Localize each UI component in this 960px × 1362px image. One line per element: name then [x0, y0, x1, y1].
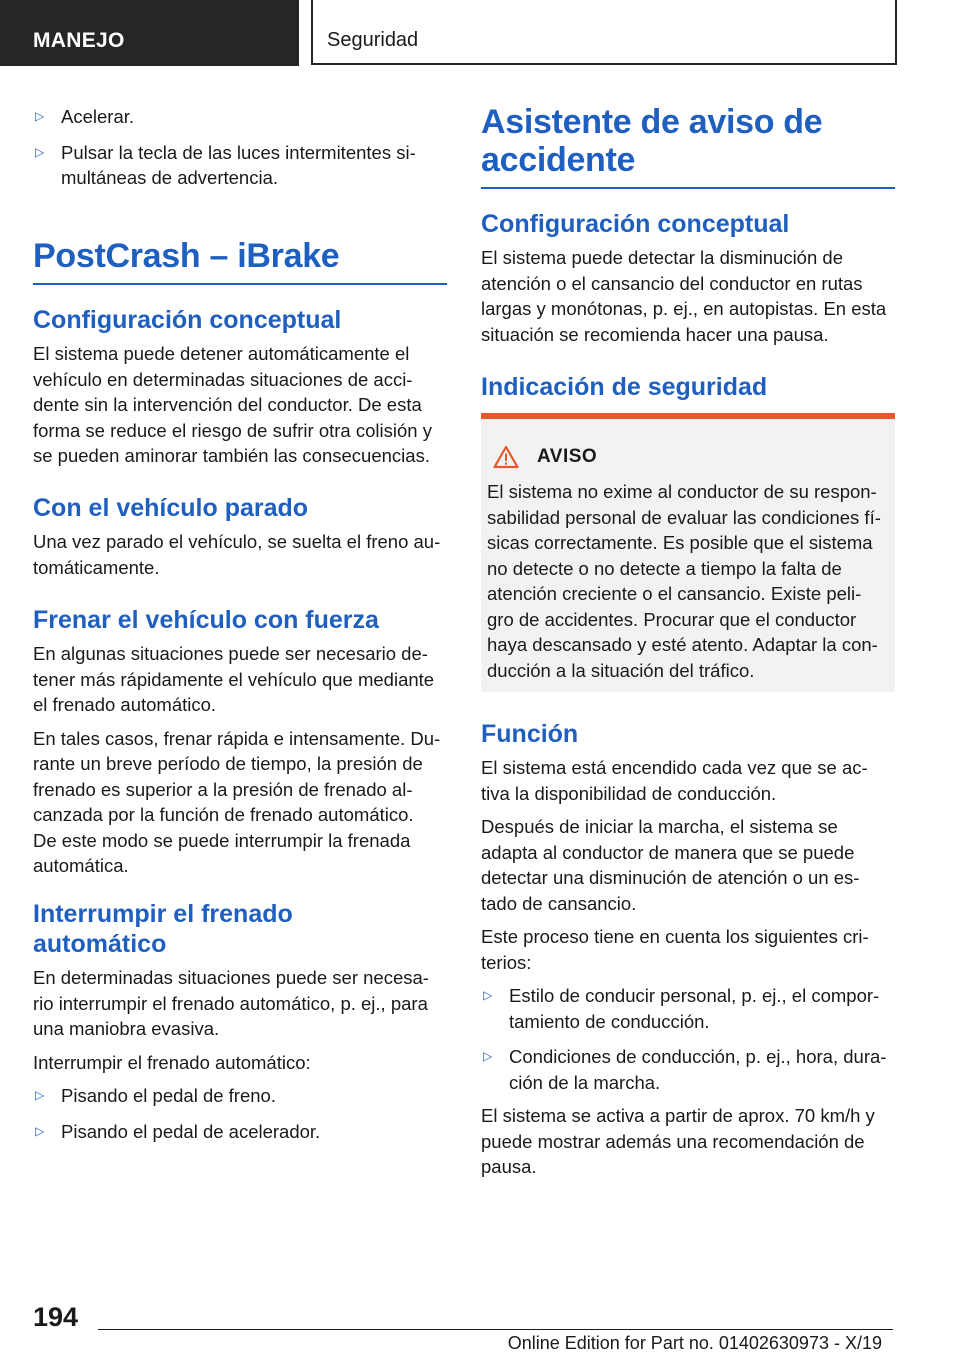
- bullet-triangle-icon: ▷: [483, 1049, 493, 1063]
- heading-frenar-fuerza: Frenar el vehículo con fuerza: [33, 606, 379, 634]
- paragraph: En algunas situaciones puede ser necesario de- tener más rápidamente el vehículo que mediante el frenado automático.: [33, 643, 435, 715]
- list-item: ▷ Pisando el pedal de acelerador.: [33, 1119, 447, 1145]
- section-title: Asistente de aviso de accidente: [481, 103, 823, 179]
- paragraph: En determinadas situaciones puede ser necesa- rio interrumpir el frenado automático, p. ej., para una maniobra evasiva.: [33, 967, 429, 1039]
- footer-divider: [98, 1329, 893, 1330]
- bullet-triangle-icon: ▷: [35, 1088, 45, 1102]
- paragraph: Interrumpir el frenado automático:: [33, 1051, 311, 1073]
- paragraph: El sistema se activa a partir de aprox. 70 km/h y puede mostrar además una recomendación de pausa.: [481, 1105, 875, 1177]
- bullet-triangle-icon: ▷: [35, 1123, 45, 1138]
- section-tab: [0, 0, 299, 66]
- heading-vehiculo-parado: Con el vehículo parado: [33, 494, 309, 522]
- heading-configuracion: Configuración conceptual: [33, 306, 342, 334]
- paragraph: En tales casos, frenar rápida e intensamente. Du- rante un breve período de tiempo, la presión de frenado es superior a la presión de frenado al- canzada por la función de frenado automático. De este modo se puede interrumpir la frenada automática.: [33, 727, 441, 876]
- list-item: ▷ Pulsar la tecla de las luces intermitentes si- multáneas de advertencia.: [35, 141, 416, 188]
- chapter-tab: [311, 0, 897, 65]
- list-item: ▷ Condiciones de conducción, p. ej., hora, dura- ción de la marcha.: [483, 1046, 887, 1093]
- list-item: ▷ Pisando el pedal de freno.: [33, 1083, 447, 1109]
- paragraph: Después de iniciar la marcha, el sistema se adapta al conductor de manera que se puede detectar una disminución de atención o un es- tado de cansancio.: [481, 816, 860, 914]
- warning-box: [481, 413, 895, 692]
- warning-title: [493, 445, 597, 469]
- heading-configuracion: Configuración conceptual: [481, 210, 790, 238]
- list-item: ▷ Estilo de conducir personal, p. ej., el compor- tamiento de conducción.: [483, 985, 880, 1032]
- chapter-label: Seguridad: [327, 29, 419, 51]
- bullet-triangle-icon: ▷: [483, 988, 493, 1002]
- title-divider: [481, 187, 895, 189]
- paragraph: El sistema está encendido cada vez que se ac- tiva la disponibilidad de conducción.: [481, 757, 868, 804]
- paragraph: Una vez parado el vehículo, se suelta el freno au- tomáticamente.: [33, 531, 441, 578]
- heading-indicacion-seguridad: Indicación de seguridad: [481, 373, 768, 401]
- paragraph: El sistema puede detener automáticamente el vehículo en determinadas situaciones de acci- dente sin la intervención del conductor. De esta forma se reduce el riesgo de sufrir otra colisión y se pueden aminorar también las consecuencias.: [33, 343, 432, 466]
- list-item: ▷ Acelerar.: [33, 104, 447, 130]
- bullet-triangle-icon: ▷: [35, 109, 45, 123]
- heading-interrumpir: Interrumpir el frenado automático: [33, 900, 293, 958]
- warning-triangle-icon: [493, 445, 519, 469]
- paragraph: Este proceso tiene en cuenta los siguientes cri- terios:: [481, 926, 869, 973]
- section-title: PostCrash – iBrake: [33, 237, 340, 275]
- page-number: 194: [33, 1302, 79, 1332]
- warning-label: AVISO: [537, 446, 598, 467]
- warning-text: El sistema no exime al conductor de su respon- sabilidad personal de evaluar las condiciones fí- sicas correctamente. Es posible que el sistema no detecte o no detecte a tiempo la falta de atención creciente o el cansancio. Existe peli- gro de accidentes. Procurar que el conductor haya descansado y esté atento. Adaptar la con- ducción a la situación del tráfico.: [487, 481, 881, 681]
- edition-note: Online Edition for Part no. 01402630973 - X/19: [507, 1333, 882, 1353]
- section-label: MANEJO: [33, 29, 125, 52]
- heading-funcion: Función: [481, 720, 579, 748]
- bullet-triangle-icon: ▷: [35, 144, 45, 159]
- title-divider: [33, 283, 447, 285]
- paragraph: El sistema puede detectar la disminución de atención o el cansancio del conductor en rutas largas y monótonas, p. ej., en autopistas. En esta situación se recomienda hacer una pausa.: [481, 247, 887, 345]
